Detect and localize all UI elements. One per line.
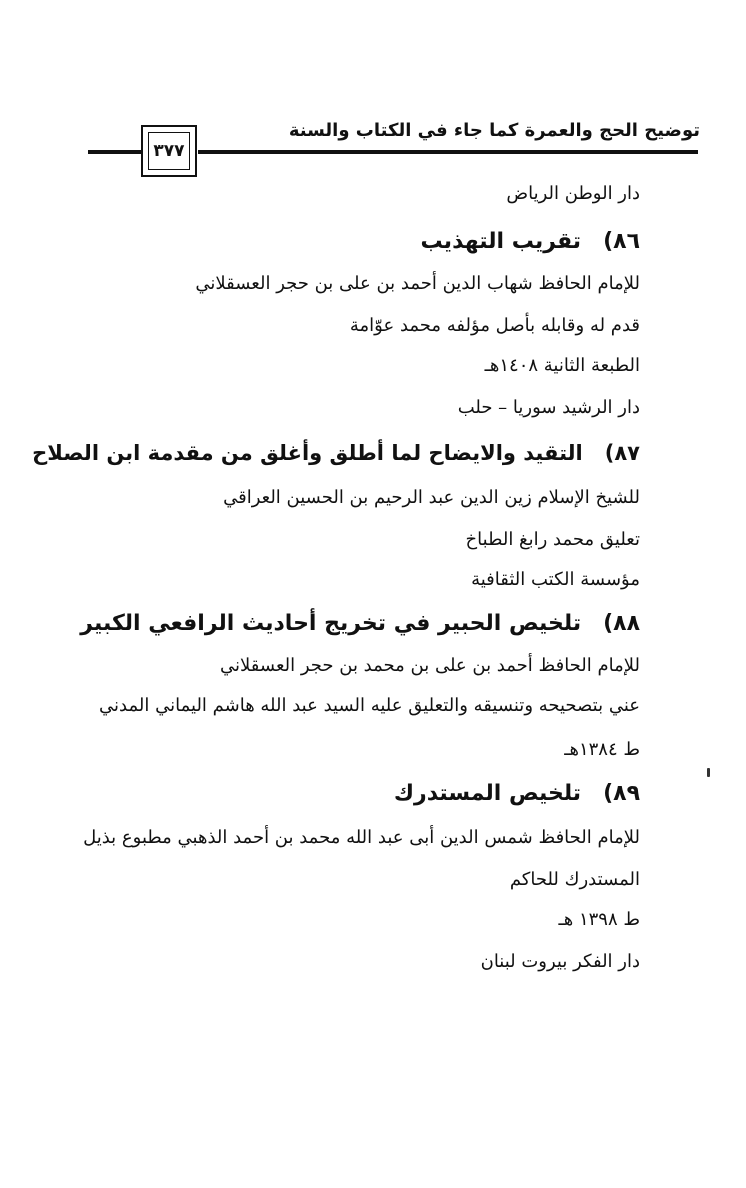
editor-line: تعليق محمد رابغ الطباخ bbox=[465, 529, 640, 550]
entry-heading bbox=[394, 780, 640, 809]
entry-number: ٨٦) bbox=[603, 229, 640, 254]
entry-title: تلخيص الحبير في تخريج أحاديث الرافعي الكبير bbox=[80, 611, 582, 636]
publisher-line: دار الرشيد سوريا – حلب bbox=[457, 397, 640, 418]
edition-line: الطبعة الثانية ١٤٠٨هـ bbox=[484, 355, 640, 376]
entry-number: ٨٧) bbox=[604, 441, 640, 465]
entry-heading bbox=[32, 440, 640, 467]
header-rule bbox=[198, 150, 698, 154]
publisher-line: دار الفكر بيروت لبنان bbox=[480, 951, 640, 972]
publisher-line: مؤسسة الكتب الثقافية bbox=[471, 569, 640, 590]
author-line-continued: المستدرك للحاكم bbox=[509, 869, 640, 890]
author-line: للشيخ الإسلام زين الدين عبد الرحيم بن الحسين العراقي bbox=[223, 487, 640, 508]
entry-title: التقيد والايضاح لما أطلق وأغلق من مقدمة ابن الصلاح bbox=[32, 441, 583, 465]
entry-heading bbox=[80, 610, 640, 639]
scan-mark bbox=[707, 768, 710, 777]
page-number: ٣٧٧ bbox=[148, 132, 190, 170]
entry-title: تلخيص المستدرك bbox=[393, 781, 582, 806]
edition-line: ط ١٣٩٨ هـ bbox=[558, 909, 640, 930]
entry-number: ٨٩) bbox=[603, 781, 640, 806]
author-line: للإمام الحافظ شمس الدين أبى عبد الله محمد بن أحمد الذهبي مطبوع بذيل bbox=[83, 827, 640, 848]
author-line: للإمام الحافظ شهاب الدين أحمد بن على بن حجر العسقلاني bbox=[195, 273, 640, 294]
entry-heading bbox=[421, 228, 640, 257]
author-line: للإمام الحافظ أحمد بن على بن محمد بن حجر العسقلاني bbox=[220, 655, 640, 676]
publisher-line: دار الوطن الرياض bbox=[506, 183, 640, 204]
entry-number: ٨٨) bbox=[603, 611, 640, 636]
running-title: توضيح الحج والعمرة كما جاء في الكتاب والسنة bbox=[288, 120, 700, 141]
editor-line: عني بتصحيحه وتنسيقه والتعليق عليه السيد عبد الله هاشم اليماني المدني bbox=[99, 695, 640, 716]
header-rule-left bbox=[88, 150, 142, 154]
edition-line: ط ١٣٨٤هـ bbox=[564, 739, 640, 760]
page-number-box bbox=[141, 125, 197, 177]
entry-title: تقريب التهذيب bbox=[420, 229, 582, 254]
editor-line: قدم له وقابله بأصل مؤلفه محمد عوّامة bbox=[349, 315, 640, 336]
